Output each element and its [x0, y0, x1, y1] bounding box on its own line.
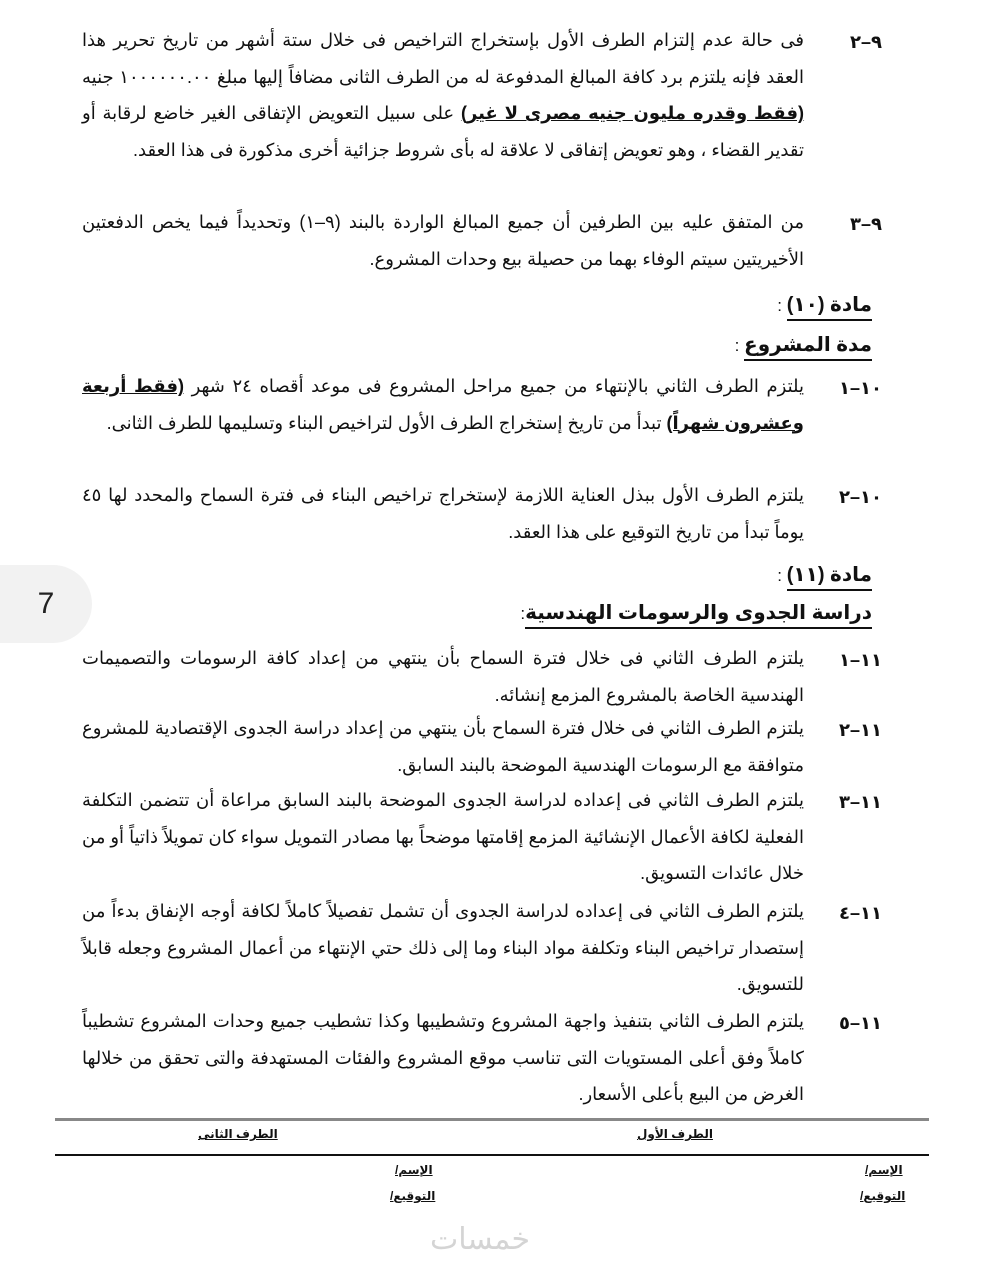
- clause-emphasis: (فقط أربعة وعشرون شهراً): [82, 376, 804, 433]
- suffix: :: [520, 604, 526, 623]
- clause-number: ١١–٥: [839, 1013, 882, 1033]
- article-title: دراسة الجدوى والرسومات الهندسية: [525, 602, 872, 629]
- divider: [55, 1154, 929, 1156]
- first-party-name-label: الإسم/: [865, 1163, 903, 1177]
- suffix: :: [777, 566, 787, 585]
- page-number: 7: [37, 587, 55, 620]
- watermark-logo: خمسات: [430, 1223, 531, 1256]
- clause-number: ٩–٣: [849, 214, 882, 234]
- first-party-signature-label: التوقيع/: [860, 1189, 906, 1203]
- clause-9-2: [82, 22, 804, 168]
- page-number-tab: [0, 565, 92, 643]
- clause-number: ١٠–٢: [839, 487, 882, 507]
- clause-number: ١١–٣: [839, 792, 882, 812]
- clause-number: ١١–٢: [839, 720, 882, 740]
- clause-number: ١١–٤: [839, 903, 882, 923]
- clause-11-2: يلتزم الطرف الثاني فى خلال فترة السماح بأن ينتهي من إعداد دراسة الجدوى الإقتصادية للمشروع متوافقة مع الرسومات الهندسية الموضحة بالبند السابق.: [82, 718, 804, 775]
- suffix: :: [734, 336, 745, 355]
- suffix: :: [777, 296, 787, 315]
- article-label: مادة (١٠): [787, 294, 872, 321]
- clause-number: ١٠–١: [839, 378, 882, 398]
- first-party-label: الطرف الأول: [637, 1127, 713, 1141]
- article-11-title: [520, 600, 872, 625]
- clause-text: يلتزم الطرف الثاني بالإنتهاء من جميع مراحل المشروع فى موعد أقصاه ٢٤ شهر: [183, 376, 805, 396]
- article-label: مادة (١١): [787, 564, 872, 591]
- clause-10-1: [82, 368, 804, 441]
- article-title: مدة المشروع: [744, 334, 872, 361]
- article-10-title: [735, 332, 872, 357]
- second-party-name-label: الإسم/: [395, 1163, 433, 1177]
- clause-text: على سبيل التعويض الإتفاقى الغير خاضع لرقابة أو تقدير القضاء ، وهو تعويض إتفاقى لا علاقة له بأى شروط جزائية أخرى مذكورة فى هذا العقد.: [82, 103, 804, 160]
- second-party-signature-label: التوقيع/: [390, 1189, 436, 1203]
- clause-text: فى حالة عدم إلتزام الطرف الأول بإستخراج التراخيص فى خلال ستة أشهر من تاريخ تحرير هذا العقد فإنه يلتزم برد كافة المبالغ المدفوعة له من الطرف الثانى مضافاً إليها مبلغ ١٠٠٠٠٠٠.٠٠ جنيه: [82, 30, 804, 87]
- clause-number: ١١–١: [839, 650, 882, 670]
- clause-11-5: يلتزم الطرف الثاني بتنفيذ واجهة المشروع وتشطيبها وكذا تشطيب جميع وحدات المشروع تشطيباً كاملاً وفق أعلى المستويات التى تناسب موقع المشروع والفئات المستهدفة والتى تحقق من خلالها الغرض من البيع بأعلى الأسعار.: [82, 1011, 804, 1104]
- article-11-heading: [777, 562, 872, 587]
- divider: [55, 1118, 929, 1121]
- article-10-heading: [777, 292, 872, 317]
- clause-11-1: يلتزم الطرف الثاني فى خلال فترة السماح بأن ينتهي من إعداد كافة الرسومات والتصميمات الهندسية الخاصة بالمشروع المزمع إنشائه.: [82, 648, 804, 705]
- clause-9-3: من المتفق عليه بين الطرفين أن جميع المبالغ الواردة بالبند (٩–١) وتحديداً فيما يخص الدفعتين الأخيريتين سيتم الوفاء بهما من حصيلة بيع وحدات المشروع.: [82, 212, 805, 269]
- clause-11-4: يلتزم الطرف الثاني فى إعداده لدراسة الجدوى أن تشمل تفصيلاً كاملاً لكافة أوجه الإنفاق بدءاً من إستصدار تراخيص البناء وتكلفة مواد البناء وما إلى ذلك حتي الإنتهاء من أعمال المشروع وجعله قابلاً للتسويق.: [82, 901, 804, 994]
- clause-11-3: يلتزم الطرف الثاني فى إعداده لدراسة الجدوى الموضحة بالبند السابق مراعاة أن تتضمن التكلفة الفعلية لكافة الأعمال الإنشائية المزمع إقامتها موضحاً بها مصادر التمويل سواء كان تمويلاً ذاتياً أو من خلال عائدات التسويق.: [82, 790, 804, 883]
- clause-number: ٩–٢: [849, 32, 882, 52]
- clause-text: تبدأ من تاريخ إستخراج الطرف الأول لتراخيص البناء وتسليمها للطرف الثانى.: [106, 412, 667, 433]
- clause-10-2: يلتزم الطرف الأول ببذل العناية اللازمة لإستخراج تراخيص البناء فى فترة السماح والمحدد لها ٤٥ يوماً تبدأ من تاريخ التوقيع على هذا العقد.: [82, 485, 804, 542]
- second-party-label: الطرف الثانى: [198, 1127, 278, 1141]
- clause-emphasis: (فقط وقدره مليون جنيه مصرى لا غير): [460, 103, 805, 123]
